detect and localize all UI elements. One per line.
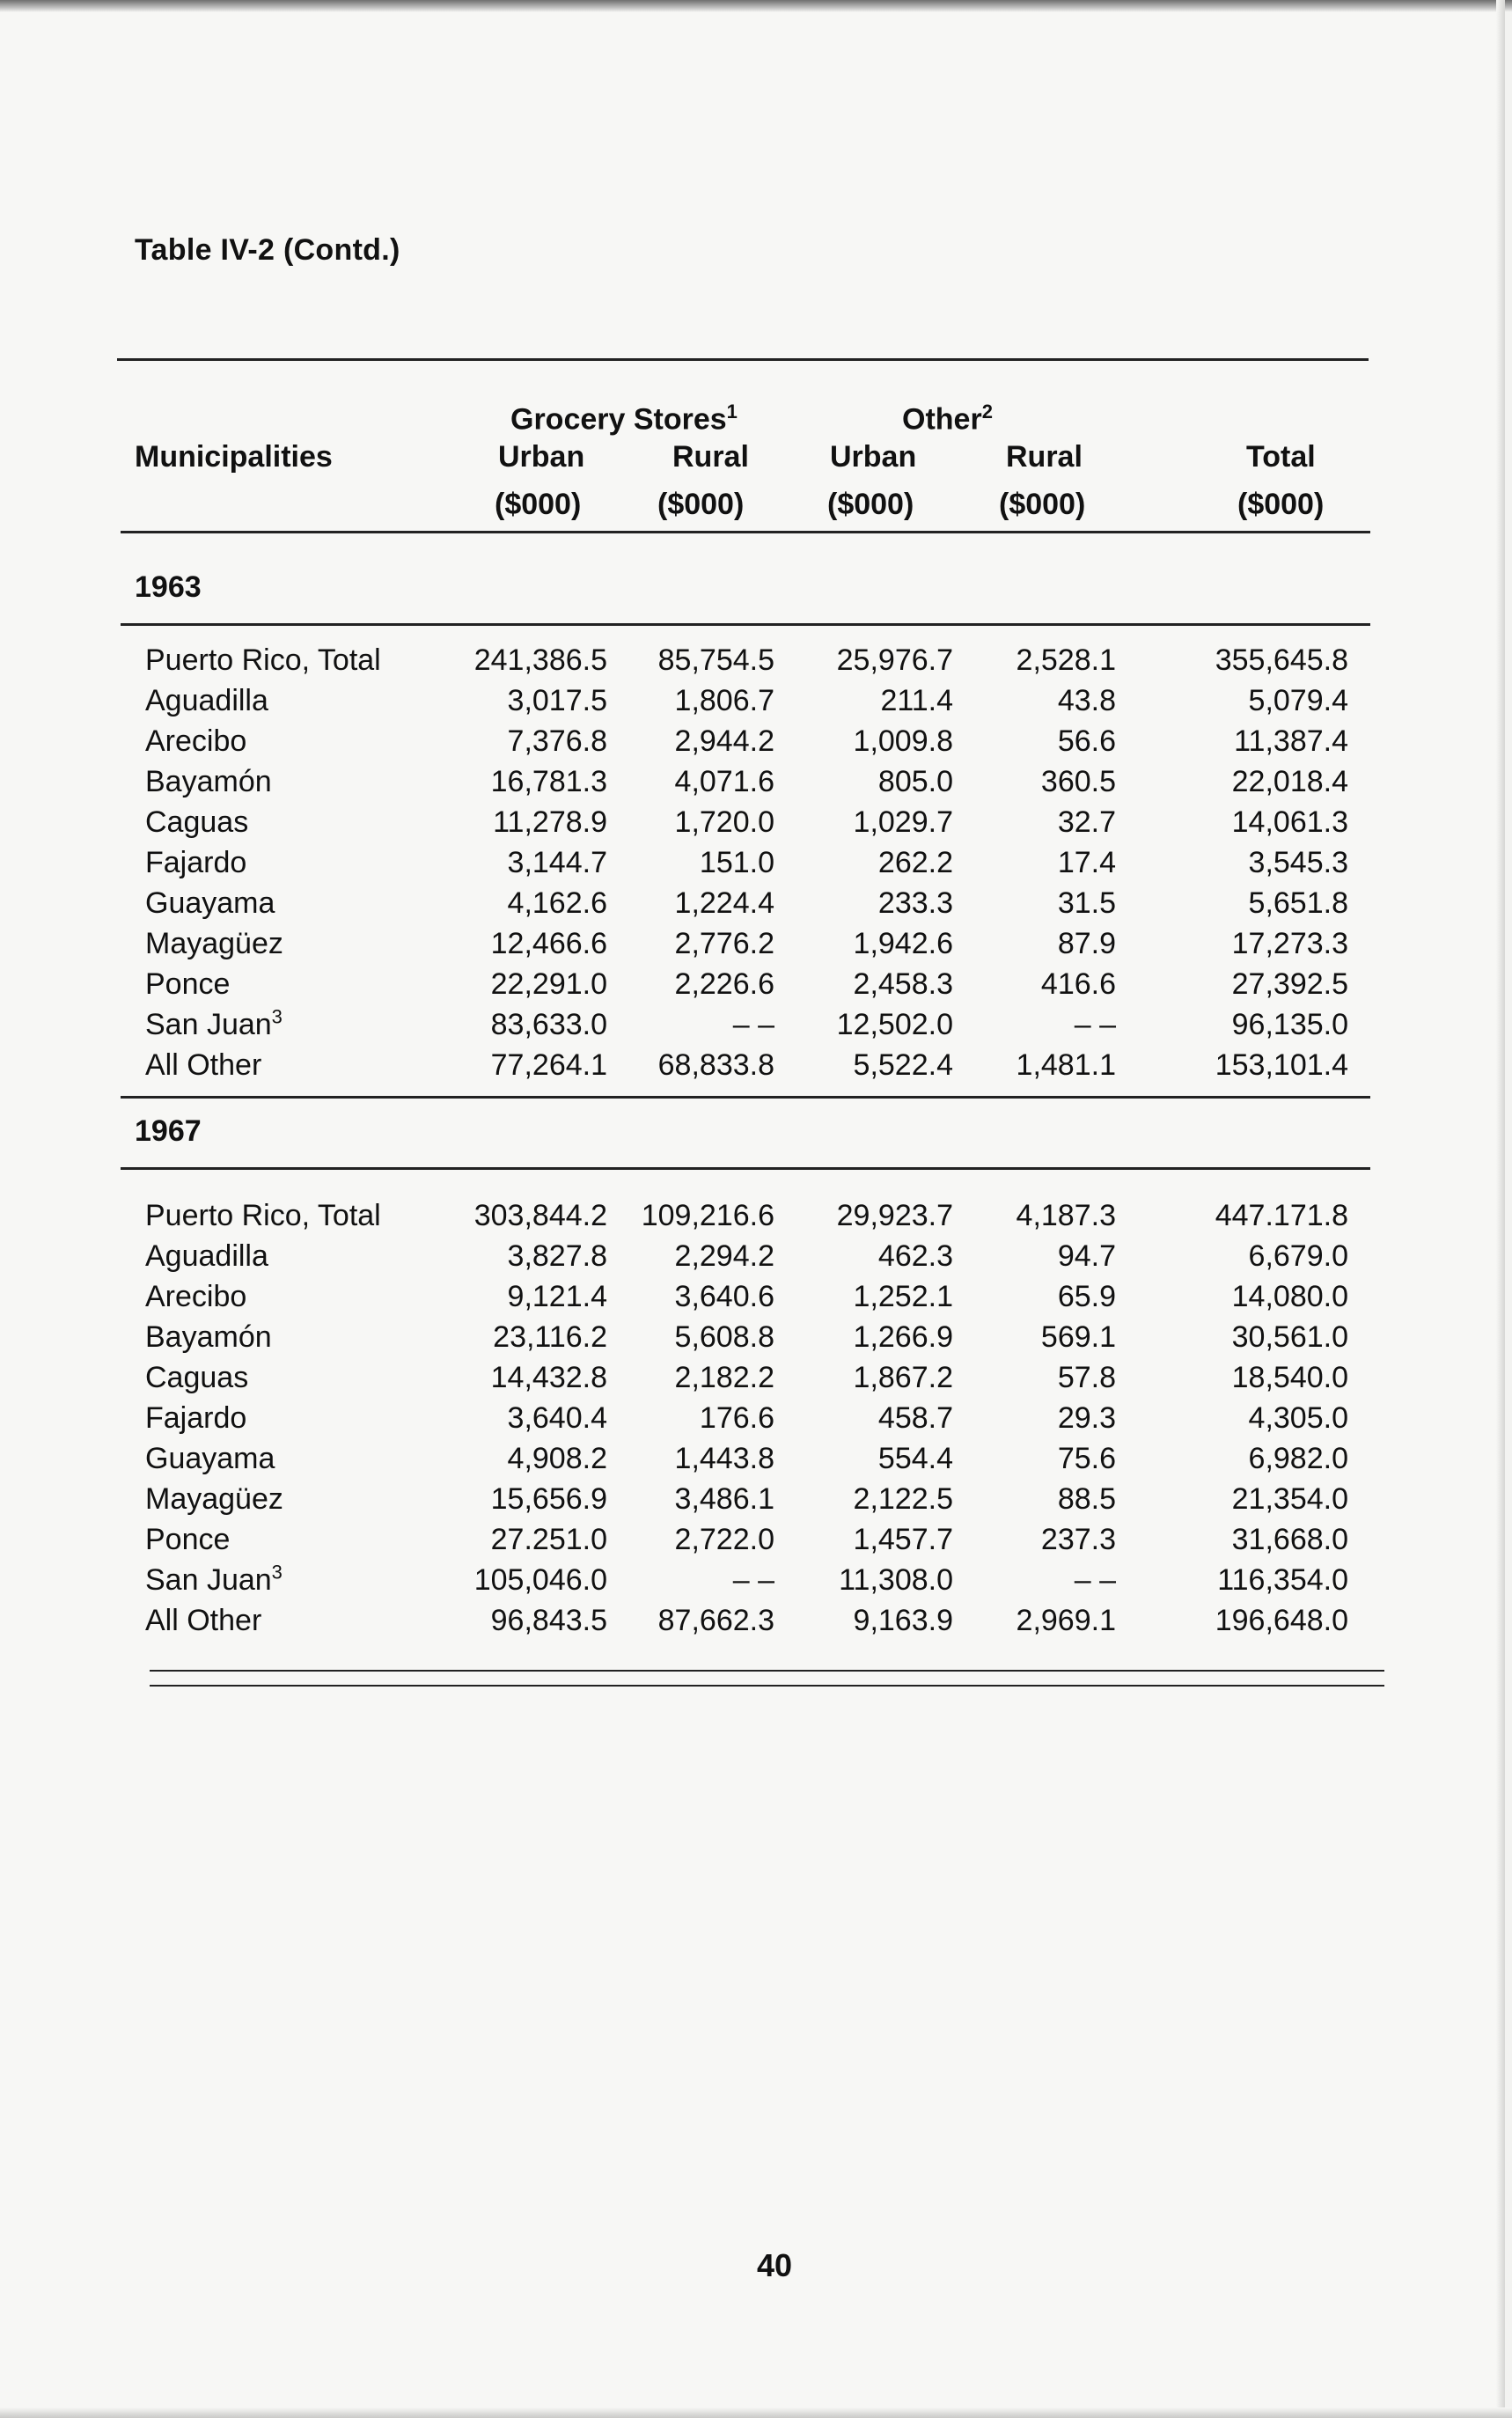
municipality-name: [145, 1317, 272, 1357]
table-row: [0, 802, 1505, 842]
municipality-name: [145, 842, 246, 883]
municipality-label: Aguadilla: [145, 684, 268, 717]
municipality-name: [145, 964, 230, 1004]
cell-other-urban: 1,252.1: [853, 1280, 953, 1313]
municipality-label: Arecibo: [145, 1280, 247, 1313]
table-row: [0, 680, 1505, 721]
cell-grocery-urban: 23,116.2: [493, 1320, 607, 1354]
municipality-name: [145, 1560, 283, 1600]
cell-other-rural: 88.5: [1057, 1482, 1116, 1516]
cell-grocery-urban: 27.251.0: [490, 1523, 607, 1556]
cell-grocery-urban: 12,466.6: [490, 927, 607, 960]
cell-grocery-urban: 4,162.6: [507, 886, 607, 920]
header-grocery-stores: [510, 394, 738, 437]
table-row: [0, 1357, 1505, 1398]
cell-total: 17,273.3: [1231, 927, 1348, 960]
header-urban-grocery: Urban: [498, 440, 585, 474]
section-1967: [0, 1195, 1505, 1641]
cell-other-urban: 11,308.0: [839, 1563, 953, 1597]
municipality-name: [145, 1236, 268, 1276]
cell-total: 447.171.8: [1215, 1199, 1348, 1232]
cell-other-rural: 2,528.1: [1016, 643, 1116, 677]
municipality-label: Puerto Rico, Total: [145, 1199, 381, 1232]
cell-total: 3,545.3: [1248, 846, 1348, 879]
cell-grocery-rural: 2,722.0: [674, 1523, 774, 1556]
municipality-name: [145, 1195, 381, 1236]
scan-top-edge: [0, 0, 1512, 12]
cell-grocery-urban: 16,781.3: [490, 765, 607, 798]
cell-grocery-urban: 3,827.8: [507, 1239, 607, 1273]
cell-other-urban: 233.3: [877, 886, 953, 920]
municipality-name: [145, 883, 275, 923]
table-row: [0, 1236, 1505, 1276]
cell-other-rural: 56.6: [1057, 724, 1116, 758]
cell-grocery-urban: 15,656.9: [490, 1482, 607, 1516]
cell-total: 96,135.0: [1231, 1008, 1348, 1041]
cell-total: 14,080.0: [1231, 1280, 1348, 1313]
cell-other-urban: 1,029.7: [853, 805, 953, 839]
cell-grocery-rural: – –: [732, 1008, 774, 1041]
header-unit-urban-other: ($000): [827, 488, 914, 521]
cell-grocery-urban: 105,046.0: [473, 1563, 607, 1597]
cell-other-rural: – –: [1074, 1008, 1116, 1041]
cell-total: 355,645.8: [1215, 643, 1348, 677]
cell-total: 11,387.4: [1234, 724, 1348, 758]
header-grocery-footnote: 1: [726, 401, 738, 423]
section-1963: [0, 640, 1505, 1085]
cell-other-urban: 2,458.3: [853, 967, 953, 1001]
table-row: [0, 1438, 1505, 1479]
header-unit-urban-grocery: ($000): [495, 488, 582, 521]
municipality-label: Puerto Rico, Total: [145, 643, 381, 677]
header-unit-rural-other: ($000): [999, 488, 1086, 521]
cell-grocery-urban: 7,376.8: [507, 724, 607, 758]
table-row: [0, 721, 1505, 761]
cell-total: 31,668.0: [1231, 1523, 1348, 1556]
municipality-name: [145, 1479, 283, 1519]
cell-total: 6,679.0: [1248, 1239, 1348, 1273]
table-row: [0, 883, 1505, 923]
cell-total: 21,354.0: [1231, 1482, 1348, 1516]
cell-grocery-rural: 2,294.2: [674, 1239, 774, 1273]
municipality-label: Bayamón: [145, 1320, 272, 1354]
cell-grocery-urban: 11,278.9: [493, 805, 607, 839]
municipality-label: Caguas: [145, 1361, 249, 1394]
table-row: [0, 761, 1505, 802]
header-rural-grocery: Rural: [672, 440, 749, 474]
cell-grocery-rural: 3,640.6: [674, 1280, 774, 1313]
cell-grocery-rural: 1,224.4: [674, 886, 774, 920]
cell-other-rural: 57.8: [1057, 1361, 1116, 1394]
header-rule: [121, 531, 1370, 533]
cell-total: 5,079.4: [1248, 684, 1348, 717]
cell-other-urban: 462.3: [877, 1239, 953, 1273]
table-row: [0, 964, 1505, 1004]
cell-grocery-urban: 22,291.0: [490, 967, 607, 1001]
cell-total: 153,101.4: [1215, 1048, 1348, 1082]
municipality-name: [145, 1045, 261, 1085]
cell-other-urban: 554.4: [877, 1442, 953, 1475]
cell-other-rural: 360.5: [1040, 765, 1116, 798]
top-rule: [117, 358, 1369, 361]
municipality-label: Mayagüez: [145, 1482, 283, 1516]
municipality-label: Guayama: [145, 1442, 275, 1475]
page-number: 40: [756, 2247, 793, 2283]
municipality-name: [145, 802, 248, 842]
table-row: [0, 1195, 1505, 1236]
cell-other-urban: 1,867.2: [853, 1361, 953, 1394]
municipality-name: [145, 1004, 283, 1045]
municipality-name: [145, 923, 283, 964]
table-row: [0, 1004, 1505, 1045]
municipality-name: [145, 721, 246, 761]
municipality-label: All Other: [145, 1048, 262, 1082]
table-row: [0, 1519, 1505, 1560]
table-row: [0, 640, 1505, 680]
municipality-name: [145, 680, 268, 721]
cell-other-rural: 17.4: [1057, 846, 1116, 879]
cell-other-rural: 87.9: [1057, 927, 1116, 960]
municipality-name: [145, 1398, 246, 1438]
cell-grocery-urban: 3,640.4: [507, 1401, 607, 1435]
cell-other-urban: 458.7: [877, 1401, 953, 1435]
header-municipalities: Municipalities: [135, 440, 333, 474]
header-urban-other: Urban: [830, 440, 917, 474]
bottom-rule-1: [150, 1670, 1384, 1672]
cell-grocery-rural: 68,833.8: [657, 1048, 774, 1082]
cell-total: 6,982.0: [1248, 1442, 1348, 1475]
cell-other-rural: 94.7: [1057, 1239, 1116, 1273]
scan-bottom-edge: [0, 2407, 1512, 2418]
cell-other-rural: 416.6: [1040, 967, 1116, 1001]
table-row: [0, 842, 1505, 883]
cell-other-rural: 32.7: [1057, 805, 1116, 839]
cell-grocery-urban: 96,843.5: [490, 1604, 607, 1637]
cell-grocery-rural: 109,216.6: [641, 1199, 774, 1232]
municipality-label: Ponce: [145, 967, 231, 1001]
year-label-1963: 1963: [135, 570, 202, 604]
header-other-footnote: 2: [981, 401, 993, 423]
cell-total: 14,061.3: [1231, 805, 1348, 839]
header-other-label: Other: [902, 402, 982, 437]
table-row: [0, 1398, 1505, 1438]
cell-other-urban: 1,457.7: [853, 1523, 953, 1556]
cell-total: 4,305.0: [1248, 1401, 1348, 1435]
table-row: [0, 1276, 1505, 1317]
cell-other-rural: 2,969.1: [1016, 1604, 1116, 1637]
cell-total: 116,354.0: [1217, 1563, 1348, 1597]
cell-grocery-urban: 14,432.8: [490, 1361, 607, 1394]
header-other: [902, 394, 993, 437]
cell-grocery-urban: 9,121.4: [507, 1280, 607, 1313]
cell-other-rural: 4,187.3: [1016, 1199, 1116, 1232]
cell-other-rural: 29.3: [1057, 1401, 1116, 1435]
rule-1967: [121, 1167, 1370, 1170]
header-unit-rural-grocery: ($000): [657, 488, 745, 521]
cell-other-urban: 1,942.6: [853, 927, 953, 960]
cell-grocery-rural: 151.0: [699, 846, 774, 879]
cell-grocery-rural: – –: [732, 1563, 774, 1597]
header-rural-other: Rural: [1006, 440, 1083, 474]
municipality-name: [145, 640, 381, 680]
cell-other-urban: 29,923.7: [836, 1199, 953, 1232]
table-title: Table IV-2 (Contd.): [135, 233, 400, 267]
municipality-label: Fajardo: [145, 846, 247, 879]
cell-grocery-rural: 1,806.7: [674, 684, 774, 717]
municipality-label: Guayama: [145, 886, 275, 920]
footnote-marker: 3: [271, 1561, 283, 1584]
cell-grocery-urban: 241,386.5: [473, 643, 607, 677]
cell-other-rural: – –: [1074, 1563, 1116, 1597]
municipality-label: Caguas: [145, 805, 249, 839]
municipality-label: Aguadilla: [145, 1239, 268, 1273]
cell-grocery-rural: 2,182.2: [674, 1361, 774, 1394]
cell-total: 18,540.0: [1231, 1361, 1348, 1394]
cell-other-rural: 237.3: [1040, 1523, 1116, 1556]
cell-grocery-rural: 2,944.2: [674, 724, 774, 758]
cell-total: 30,561.0: [1231, 1320, 1348, 1354]
rule-end-1963: [121, 1096, 1370, 1099]
cell-grocery-rural: 2,226.6: [674, 967, 774, 1001]
cell-other-rural: 569.1: [1040, 1320, 1116, 1354]
table-row: [0, 1045, 1505, 1085]
cell-grocery-rural: 1,720.0: [674, 805, 774, 839]
cell-other-rural: 43.8: [1057, 684, 1116, 717]
cell-grocery-rural: 5,608.8: [674, 1320, 774, 1354]
municipality-label: San Juan: [145, 1008, 272, 1041]
year-label-1967: 1967: [135, 1114, 202, 1148]
rule-1963: [121, 623, 1370, 626]
municipality-label: Arecibo: [145, 724, 247, 758]
header-unit-total: ($000): [1237, 488, 1325, 521]
municipality-label: Bayamón: [145, 765, 272, 798]
cell-grocery-rural: 3,486.1: [674, 1482, 774, 1516]
cell-grocery-urban: 77,264.1: [490, 1048, 607, 1082]
table-row: [0, 1317, 1505, 1357]
cell-grocery-urban: 3,017.5: [507, 684, 607, 717]
cell-other-urban: 1,009.8: [853, 724, 953, 758]
bottom-rule-2: [150, 1685, 1384, 1687]
cell-grocery-urban: 4,908.2: [507, 1442, 607, 1475]
municipality-label: Fajardo: [145, 1401, 247, 1435]
cell-grocery-rural: 1,443.8: [674, 1442, 774, 1475]
table-row: [0, 1600, 1505, 1641]
cell-total: 196,648.0: [1215, 1604, 1348, 1637]
cell-other-urban: 262.2: [877, 846, 953, 879]
cell-total: 5,651.8: [1248, 886, 1348, 920]
cell-grocery-rural: 2,776.2: [674, 927, 774, 960]
cell-grocery-rural: 87,662.3: [657, 1604, 774, 1637]
cell-other-rural: 65.9: [1057, 1280, 1116, 1313]
cell-other-urban: 211.4: [880, 684, 953, 717]
cell-grocery-rural: 4,071.6: [674, 765, 774, 798]
cell-other-urban: 12,502.0: [836, 1008, 953, 1041]
cell-grocery-urban: 3,144.7: [507, 846, 607, 879]
municipality-name: [145, 1357, 248, 1398]
cell-other-rural: 75.6: [1057, 1442, 1116, 1475]
cell-other-urban: 1,266.9: [853, 1320, 953, 1354]
cell-grocery-rural: 85,754.5: [657, 643, 774, 677]
municipality-name: [145, 1276, 246, 1317]
cell-other-urban: 25,976.7: [836, 643, 953, 677]
header-total: Total: [1246, 440, 1316, 474]
municipality-label: Ponce: [145, 1523, 231, 1556]
cell-grocery-urban: 303,844.2: [473, 1199, 607, 1232]
cell-grocery-urban: 83,633.0: [490, 1008, 607, 1041]
cell-total: 22,018.4: [1231, 765, 1348, 798]
cell-other-urban: 805.0: [877, 765, 953, 798]
cell-total: 27,392.5: [1231, 967, 1348, 1001]
municipality-name: [145, 1438, 275, 1479]
municipality-label: San Juan: [145, 1563, 272, 1597]
cell-other-urban: 2,122.5: [853, 1482, 953, 1516]
table-row: [0, 923, 1505, 964]
table-row: [0, 1560, 1505, 1600]
municipality-name: [145, 1519, 230, 1560]
table-row: [0, 1479, 1505, 1519]
cell-other-rural: 31.5: [1057, 886, 1116, 920]
municipality-label: Mayagüez: [145, 927, 283, 960]
municipality-label: All Other: [145, 1604, 262, 1637]
header-grocery-label: Grocery Stores: [510, 402, 727, 437]
cell-other-rural: 1,481.1: [1016, 1048, 1116, 1082]
municipality-name: [145, 761, 272, 802]
cell-other-urban: 9,163.9: [853, 1604, 953, 1637]
cell-grocery-rural: 176.6: [699, 1401, 774, 1435]
cell-other-urban: 5,522.4: [853, 1048, 953, 1082]
footnote-marker: 3: [271, 1005, 283, 1028]
municipality-name: [145, 1600, 261, 1641]
